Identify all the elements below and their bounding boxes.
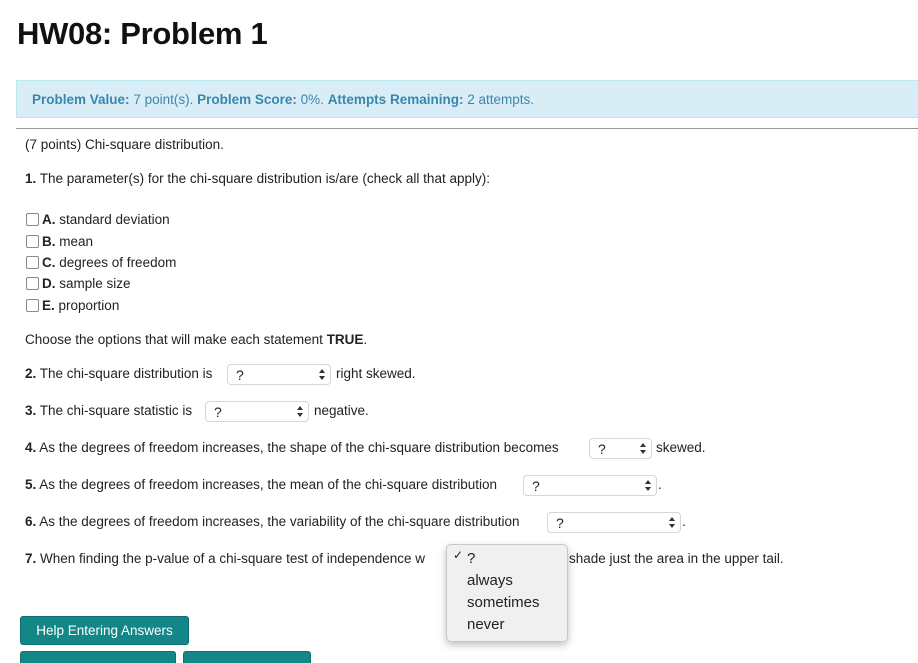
question-6-select[interactable] xyxy=(547,512,681,533)
option-d-letter: D. xyxy=(42,275,56,291)
option-a-label: standard deviation xyxy=(59,211,170,227)
dropdown-option-always[interactable]: always xyxy=(467,572,513,589)
question-3-text: The chi-square statistic is xyxy=(39,403,193,418)
question-2-select-value: ? xyxy=(236,366,244,383)
select-arrows-icon xyxy=(318,368,326,381)
option-c-letter: C. xyxy=(42,254,56,270)
question-2-after: right skewed. xyxy=(336,366,416,381)
option-b[interactable] xyxy=(24,232,93,250)
problem-value-label: Problem Value: xyxy=(32,91,130,107)
checkbox-e[interactable] xyxy=(26,299,39,312)
question-4-select[interactable] xyxy=(589,438,652,459)
problem-score: 0%. xyxy=(300,91,324,107)
question-5-number: 5. xyxy=(25,477,37,492)
dropdown-option-sometimes[interactable]: sometimes xyxy=(467,594,540,611)
question-7-after: shade just the area in the upper tail. xyxy=(569,551,784,566)
select-arrows-icon xyxy=(296,405,304,418)
question-6-text: As the degrees of freedom increases, the variability of the chi-square distribution xyxy=(39,514,520,529)
option-d-label: sample size xyxy=(59,275,131,291)
help-entering-answers-button[interactable]: Help Entering Answers xyxy=(20,616,189,645)
page-title: HW08: Problem 1 xyxy=(17,16,268,51)
question-3-select[interactable] xyxy=(205,401,309,422)
problem-score-label: Problem Score: xyxy=(197,91,297,107)
question-4 xyxy=(25,440,559,455)
question-4-after: skewed. xyxy=(656,440,706,455)
question-2-text: The chi-square distribution is xyxy=(39,366,213,381)
question-5 xyxy=(25,477,497,492)
question-1 xyxy=(25,171,490,186)
dropdown-option-never[interactable]: never xyxy=(467,616,505,633)
instruction-suffix: . xyxy=(363,332,368,347)
option-e-label: proportion xyxy=(58,297,120,313)
question-7-text: When finding the p-value of a chi-square test of independence w xyxy=(40,551,426,566)
option-d[interactable] xyxy=(24,274,131,292)
attempts-remaining-label: Attempts Remaining: xyxy=(327,91,464,107)
question-1-number: 1. xyxy=(25,171,37,186)
question-4-select-value: ? xyxy=(598,440,606,457)
option-e-letter: E. xyxy=(42,297,55,313)
check-icon: ✓ xyxy=(453,548,464,562)
question-5-select[interactable] xyxy=(523,475,657,496)
option-c[interactable] xyxy=(24,253,176,271)
option-b-letter: B. xyxy=(42,233,56,249)
instruction-text: Choose the options that will make each statement xyxy=(25,332,323,347)
checkbox-a[interactable] xyxy=(26,213,39,226)
option-b-label: mean xyxy=(59,233,94,249)
question-6-number: 6. xyxy=(25,514,37,529)
question-7-number: 7. xyxy=(25,551,37,566)
question-3-number: 3. xyxy=(25,403,37,418)
select-arrows-icon xyxy=(644,479,652,492)
question-4-text: As the degrees of freedom increases, the shape of the chi-square distribution becomes xyxy=(39,440,559,455)
preview-button[interactable] xyxy=(183,651,311,663)
option-a[interactable] xyxy=(24,210,170,228)
checkbox-d[interactable] xyxy=(26,277,39,290)
question-5-select-value: ? xyxy=(532,477,540,494)
question-1-text: The parameter(s) for the chi-square distribution is/are (check all that apply): xyxy=(39,171,490,186)
question-2 xyxy=(25,366,212,381)
question-2-select[interactable] xyxy=(227,364,331,385)
option-e[interactable] xyxy=(24,296,119,314)
question-7-dropdown-menu[interactable] xyxy=(446,544,568,642)
checkbox-b[interactable] xyxy=(26,235,39,248)
problem-intro: (7 points) Chi-square distribution. xyxy=(25,137,224,152)
dropdown-option-placeholder[interactable]: ? xyxy=(467,550,476,567)
question-6-select-value: ? xyxy=(556,514,564,531)
question-5-after: . xyxy=(658,477,662,492)
select-arrows-icon xyxy=(668,516,676,529)
submit-button[interactable] xyxy=(20,651,176,663)
question-6-after: . xyxy=(682,514,686,529)
problem-value: 7 point(s). xyxy=(133,91,194,107)
problem-info-bar xyxy=(16,80,918,118)
divider xyxy=(16,128,918,129)
attempts-remaining: 2 attempts. xyxy=(467,91,535,107)
instruction-emphasis: TRUE xyxy=(326,332,364,347)
question-7 xyxy=(25,551,425,566)
checkbox-c[interactable] xyxy=(26,256,39,269)
question-2-number: 2. xyxy=(25,366,37,381)
question-4-number: 4. xyxy=(25,440,37,455)
question-3-select-value: ? xyxy=(214,403,222,420)
option-c-label: degrees of freedom xyxy=(59,254,177,270)
question-6 xyxy=(25,514,520,529)
question-3 xyxy=(25,403,192,418)
question-5-text: As the degrees of freedom increases, the mean of the chi-square distribution xyxy=(39,477,498,492)
instruction xyxy=(25,332,367,347)
question-3-after: negative. xyxy=(314,403,369,418)
select-arrows-icon xyxy=(639,442,647,455)
option-a-letter: A. xyxy=(42,211,56,227)
